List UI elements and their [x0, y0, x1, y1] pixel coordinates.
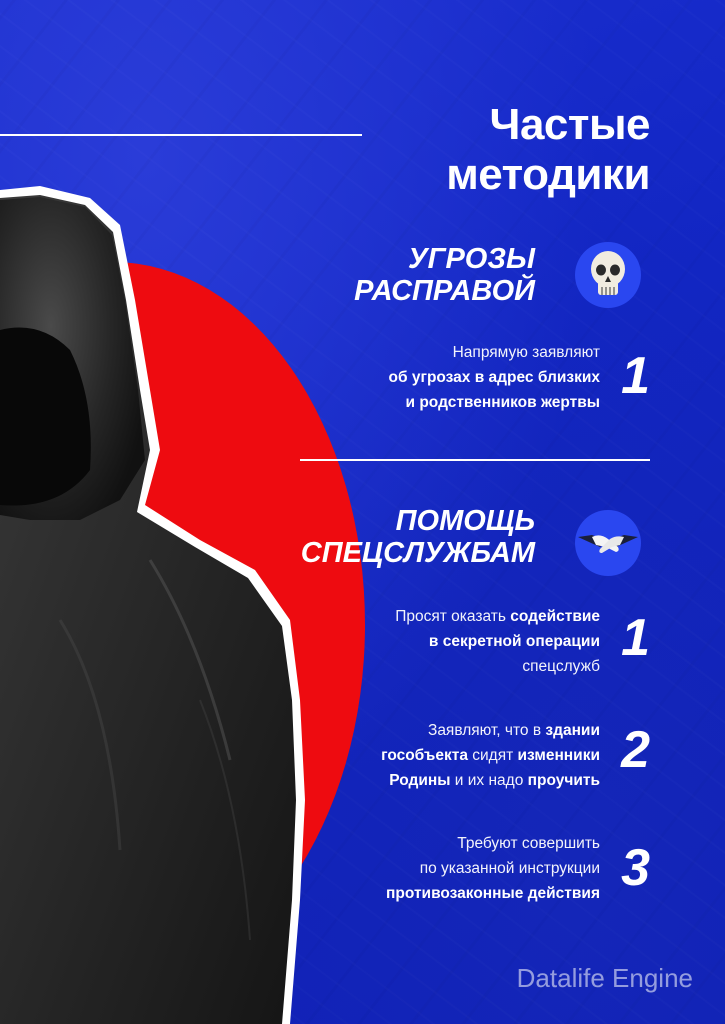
item-text-part: спецслужб [522, 658, 600, 675]
list-item-services-1 [395, 604, 600, 679]
skull-icon [575, 242, 641, 308]
item-text-part: и их надо [450, 772, 528, 789]
item-text-part: Заявляют, что в [427, 722, 546, 739]
section-heading-line: СПЕЦСЛУЖБАМ [300, 537, 535, 569]
section-heading-line: УГРОЗЫ [408, 243, 535, 275]
divider-middle [300, 459, 650, 461]
list-item-services-3 [386, 831, 600, 906]
handshake-icon [575, 510, 641, 576]
item-text-part: противозаконные действия [386, 885, 600, 902]
item-text-part: проучить [527, 772, 600, 789]
item-text-part: здании [545, 722, 600, 739]
item-text-part: по указанной инструкции [419, 860, 600, 877]
list-item-services-2 [381, 718, 600, 793]
item-line: и родственников жертвы [405, 394, 600, 411]
item-text-part: в секретной операции [428, 633, 600, 650]
watermark: Datalife Engine [516, 963, 693, 993]
item-text-part: изменники [517, 747, 600, 764]
item-text-part: Родины [389, 772, 451, 789]
item-line: Напрямую заявляют [452, 344, 600, 361]
item-text-part: гособъекта [381, 747, 468, 764]
section-heading-line: РАСПРАВОЙ [354, 275, 535, 307]
item-text-part: Требуют совершить [457, 835, 600, 852]
item-number: 1 [621, 347, 650, 405]
item-text-part: сидят [467, 747, 518, 764]
item-number: 3 [621, 839, 650, 897]
item-text-part: Просят оказать [395, 608, 511, 625]
item-number: 2 [621, 721, 650, 779]
section-heading-threats [354, 243, 535, 307]
list-item-threats-1 [389, 340, 600, 415]
divider-top [0, 134, 362, 136]
item-text-part: содействие [510, 608, 600, 625]
title-line-2: методики [446, 150, 650, 199]
section-heading-special-services [301, 505, 535, 569]
section-heading-line: ПОМОЩЬ [395, 505, 535, 537]
page-title [446, 100, 650, 200]
item-line: об угрозах в адрес близких [388, 369, 600, 386]
title-line-1: Частые [489, 100, 650, 149]
item-number: 1 [621, 609, 650, 667]
